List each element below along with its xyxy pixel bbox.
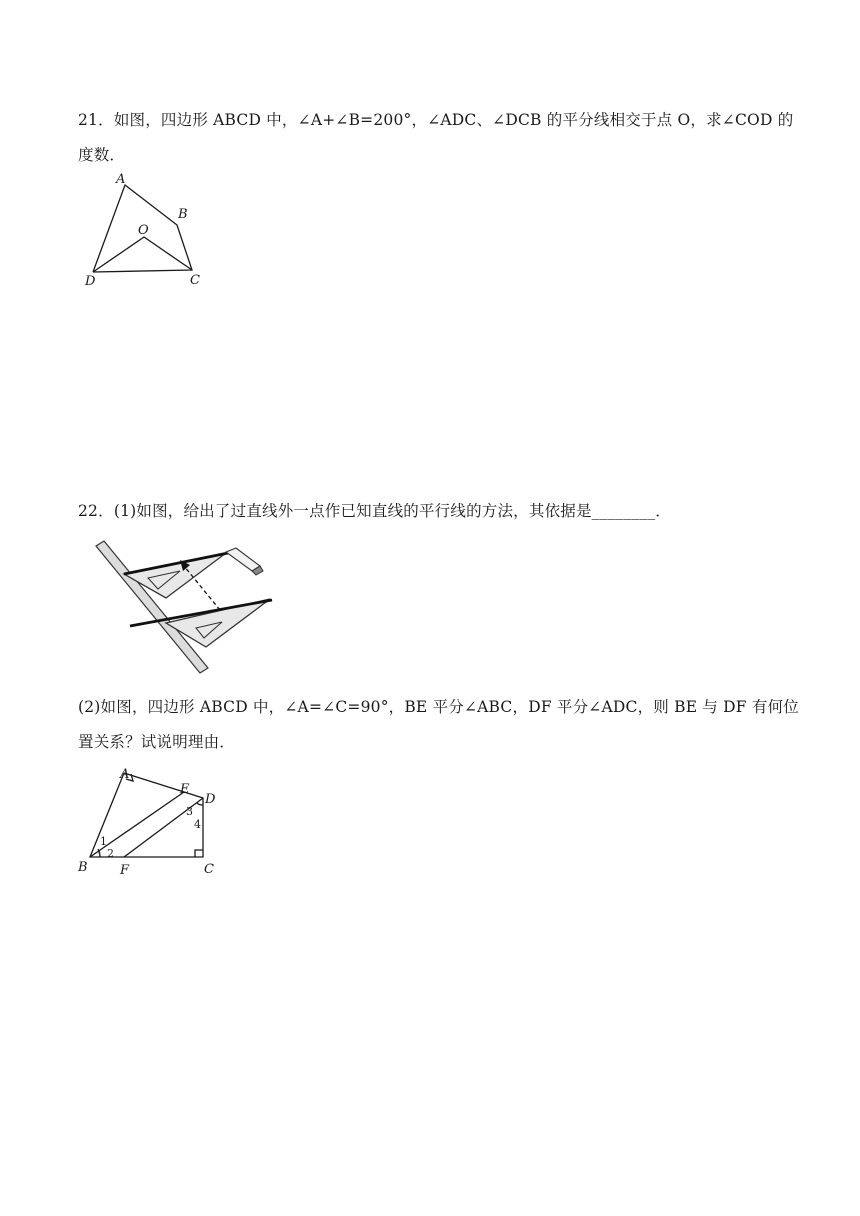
label-d: D bbox=[205, 792, 216, 807]
right-angle-c bbox=[195, 850, 203, 857]
label-a: A bbox=[120, 767, 130, 782]
label-e: E bbox=[180, 782, 190, 797]
label-d: D bbox=[85, 274, 96, 289]
q22-part2-text-line1: (2)如图，四边形 ABCD 中，∠A=∠C=90°，BE 平分∠ABC，DF 平分∠ADC，则 BE 与 DF 有何位 bbox=[78, 698, 799, 716]
label-o: O bbox=[138, 223, 149, 238]
angle-4-label: 4 bbox=[194, 818, 201, 831]
bisector-lines-od-oc bbox=[93, 237, 192, 272]
label-c: C bbox=[190, 273, 200, 288]
label-c: C bbox=[204, 862, 214, 877]
q21-quadrilateral-figure bbox=[80, 168, 220, 293]
label-f: F bbox=[120, 863, 130, 878]
ruler-set-square-figure bbox=[84, 538, 276, 676]
q21-text-line1: 21．如图，四边形 ABCD 中，∠A+∠B=200°，∠ADC、∠DCB 的平分线相交于点 O，求∠COD 的 bbox=[78, 111, 794, 129]
angle-3-label: 3 bbox=[186, 805, 193, 818]
angle-1-label: 1 bbox=[100, 835, 107, 848]
q22-quadrilateral-figure bbox=[76, 765, 226, 880]
label-a: A bbox=[116, 172, 126, 187]
q21-text-line2: 度数． bbox=[78, 146, 126, 164]
label-b: B bbox=[78, 860, 88, 875]
pencil-icon bbox=[226, 548, 263, 575]
q22-part1-text: 22．(1)如图，给出了过直线外一点作已知直线的平行线的方法，其依据是________． bbox=[78, 502, 671, 520]
q22-part2-text-line2: 置关系？试说明理由． bbox=[78, 733, 236, 751]
label-b: B bbox=[178, 207, 188, 222]
angle-2-label: 2 bbox=[107, 847, 114, 860]
